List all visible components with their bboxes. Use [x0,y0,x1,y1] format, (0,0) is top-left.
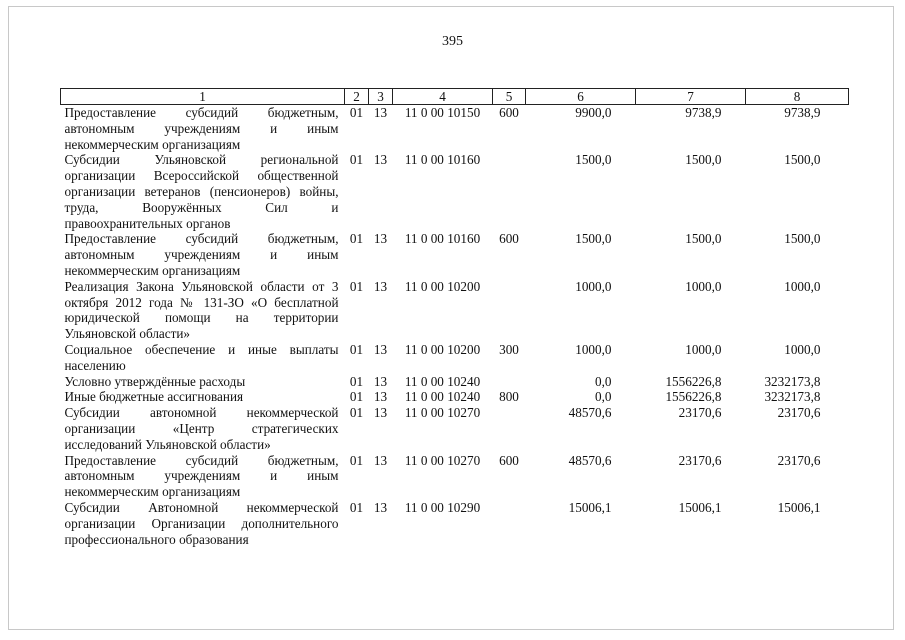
section-code: 01 [349,105,364,120]
subsection-code: 13 [373,405,388,421]
header-row [61,89,849,105]
amount-year-2: 1500,0 [685,152,722,168]
expense-type-code: 600 [499,452,519,468]
section-code: 01 [349,373,364,389]
amount-year-2: 9738,9 [685,105,722,120]
expense-type-code: 800 [499,389,519,405]
item-name: Предоставление субсидий бюджетным, автономным учреждениям и иным некоммерческим организациям [64,105,339,152]
header-cell: 7 [636,89,746,105]
target-article-code: 11 0 00 10270 [404,405,481,421]
section-code: 01 [349,278,364,294]
header-cell: 8 [746,89,849,105]
subsection-code: 13 [373,341,388,357]
subsection-code: 13 [373,152,388,168]
header-cell: 4 [393,89,493,105]
section-code: 01 [349,389,364,405]
item-name: Иные бюджетные ассигнования [64,389,244,405]
target-article-code: 11 0 00 10160 [404,231,481,247]
amount-year-2: 23170,6 [678,452,722,468]
target-article-code: 11 0 00 10200 [404,278,481,294]
table-row [61,231,849,278]
subsection-code: 13 [373,499,388,515]
subsection-code: 13 [373,373,388,389]
section-code: 01 [349,405,364,421]
expense-type-code: 600 [499,105,519,120]
amount-year-3: 1500,0 [784,231,821,247]
item-name: Предоставление субсидий бюджетным, автономным учреждениям и иным некоммерческим организациям [64,231,339,278]
target-article-code: 11 0 00 10160 [404,152,481,168]
amount-year-1: 15006,1 [568,499,612,515]
amount-year-3: 1000,0 [784,278,821,294]
item-name: Субсидии Автономной некоммерческой организации Организации дополнительного профессионального образования [64,499,339,547]
subsection-code: 13 [373,452,388,468]
expense-type-code [493,405,526,452]
header-cell: 6 [526,89,636,105]
target-article-code: 11 0 00 10240 [404,373,481,389]
amount-year-1: 1500,0 [575,231,612,247]
table-row [61,500,849,547]
header-cell: 1 [61,89,345,105]
amount-year-3: 1500,0 [784,152,821,168]
amount-year-2: 1556226,8 [665,389,722,405]
amount-year-1: 0,0 [595,389,612,405]
section-code: 01 [349,152,364,168]
amount-year-1: 9900,0 [575,105,612,120]
amount-year-1: 1000,0 [575,278,612,294]
amount-year-3: 1000,0 [784,341,821,357]
subsection-code: 13 [373,105,388,120]
target-article-code: 11 0 00 10200 [404,341,481,357]
budget-table [60,88,849,547]
expense-type-code: 300 [499,341,519,357]
amount-year-3: 9738,9 [784,105,821,120]
table-row [61,279,849,342]
table-row [61,152,849,231]
subsection-code: 13 [373,278,388,294]
item-name: Реализация Закона Ульяновской области от 3 октября 2012 года № 131-ЗО «О бесплатной юридической помощи на территории Ульяновской области» [64,278,339,342]
expense-type-code [493,279,526,342]
table-row [61,105,849,153]
amount-year-3: 15006,1 [777,499,821,515]
section-code: 01 [349,452,364,468]
item-name: Субсидии Ульяновской региональной организации Всероссийской общественной организации ветеранов (пенсионеров) войны, труда, Вооружённых Сил и правоохранительных органов [64,152,339,231]
subsection-code: 13 [373,231,388,247]
amount-year-2: 15006,1 [678,499,722,515]
amount-year-1: 48570,6 [568,452,612,468]
table-row [61,342,849,374]
table-row [61,453,849,500]
subsection-code: 13 [373,389,388,405]
amount-year-2: 1000,0 [685,341,722,357]
item-name: Социальное обеспечение и иные выплаты населению [64,341,339,373]
amount-year-2: 1500,0 [685,231,722,247]
amount-year-1: 48570,6 [568,405,612,421]
table-row [61,374,849,390]
item-name: Субсидии автономной некоммерческой организации «Центр стратегических исследований Ульяновской области» [64,405,339,452]
amount-year-1: 1500,0 [575,152,612,168]
amount-year-2: 23170,6 [678,405,722,421]
section-code: 01 [349,499,364,515]
amount-year-3: 23170,6 [777,452,821,468]
expense-type-code: 600 [499,231,519,247]
amount-year-1: 0,0 [595,373,612,389]
target-article-code: 11 0 00 10270 [404,452,481,468]
amount-year-2: 1556226,8 [665,373,722,389]
item-name: Условно утверждённые расходы [64,373,246,389]
expense-type-code [493,500,526,547]
page-number: 395 [442,34,463,49]
amount-year-3: 23170,6 [777,405,821,421]
target-article-code: 11 0 00 10240 [404,389,481,405]
target-article-code: 11 0 00 10150 [404,105,481,120]
section-code: 01 [349,231,364,247]
header-cell: 5 [493,89,526,105]
amount-year-3: 3232173,8 [764,389,821,405]
amount-year-3: 3232173,8 [764,373,821,389]
expense-type-code [493,374,526,390]
amount-year-1: 1000,0 [575,341,612,357]
header-cell: 2 [345,89,369,105]
table-row [61,389,849,405]
item-name: Предоставление субсидий бюджетным, автономным учреждениям и иным некоммерческим организациям [64,452,339,500]
amount-year-2: 1000,0 [685,278,722,294]
header-cell: 3 [369,89,393,105]
target-article-code: 11 0 00 10290 [404,499,481,515]
section-code: 01 [349,341,364,357]
table-row [61,405,849,452]
expense-type-code [493,152,526,231]
